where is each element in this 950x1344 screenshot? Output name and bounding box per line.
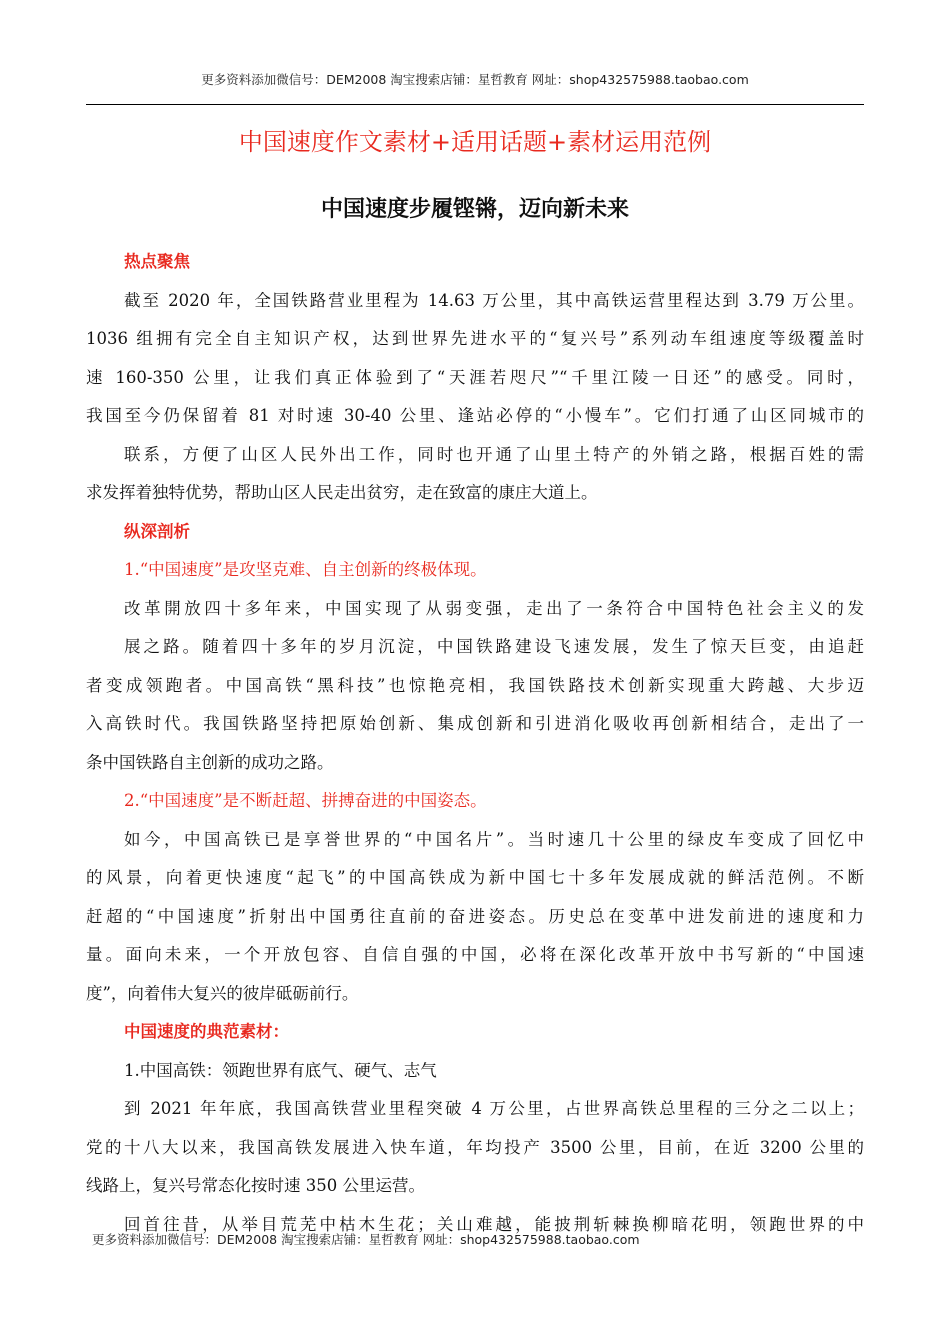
header-divider (86, 104, 864, 105)
analysis-point-2-title: 2.“中国速度”是不断赶超、拼搏奋进的中国姿态。 (124, 791, 487, 810)
material-item-1-title: 1.中国高铁：领跑世界有底气、硬气、志气 (124, 1060, 437, 1080)
paragraph-line: 1036 组拥有完全自主知识产权，达到世界先进水平的“复兴号”系列动车组速度等级覆盖时 (86, 329, 864, 348)
paragraph-line: 度”，向着伟大复兴的彼岸砥砺前行。 (86, 983, 359, 1003)
document-title: 中国速度作文素材+适用话题+素材运用范例 (238, 128, 712, 156)
paragraph-line: 联系，方便了山区人民外出工作，同时也开通了山里土特产的外销之路，根据百姓的需 (124, 444, 864, 464)
paragraph-line: 的风景，向着更快速度“起飞”的中国高铁成为新中国七十多年发展成就的鲜活范例。不断 (86, 868, 864, 887)
paragraph-line: 条中国铁路自主创新的成功之路。 (86, 752, 334, 772)
document-subtitle: 中国速度步履铿锵，迈向新未来 (320, 197, 629, 222)
paragraph-line: 我国至今仍保留着 81 对时速 30-40 公里、逢站必停的“小慢车”。它们打通了山区同城市的 (86, 406, 864, 425)
paragraph-line: 赶超的“中国速度”折射出中国勇往直前的奋进姿态。历史总在变革中进发前进的速度和力 (86, 906, 864, 926)
paragraph-line: 回首往昔，从举目荒芜中枯木生花；关山难越，能披荆斩棘换柳暗花明，领跑世界的中 (124, 1214, 864, 1234)
analysis-point-1-title: 1.“中国速度”是攻坚克难、自主创新的终极体现。 (124, 560, 487, 579)
paragraph-line: 量。面向未来，一个开放包容、自信自强的中国，必将在深化改革开放中书写新的“中国速 (86, 945, 864, 964)
paragraph-line: 党的十八大以来，我国高铁发展进入快车道，年均投产 3500 公里，目前，在近 3200 公里的 (86, 1137, 864, 1157)
paragraph-line: 者变成领跑者。中国高铁“黑科技”也惊艳亮相，我国铁路技术创新实现重大跨越、大步迈 (86, 675, 864, 695)
section-heading-analysis: 纵深剖析 (124, 521, 190, 541)
paragraph-line: 到 2021 年年底，我国高铁营业里程突破 4 万公里，占世界高铁总里程的三分之二以上； (124, 1099, 864, 1118)
paragraph-line: 入高铁时代。我国铁路坚持把原始创新、集成创新和引进消化吸收再创新相结合，走出了一 (86, 714, 864, 733)
paragraph-line: 截至 2020 年，全国铁路营业里程为 14.63 万公里，其中高铁运营里程达到 3.79 万公里。 (124, 290, 864, 310)
header-note: 更多资料添加微信号：DEM2008 淘宝搜索店铺：星哲教育 网址：shop432575988.taobao.com (201, 72, 749, 87)
paragraph-line: 展之路。随着四十多年的岁月沉淀，中国铁路建设飞速发展，发生了惊天巨变，由追赶 (124, 637, 864, 656)
document-body (86, 243, 864, 1244)
paragraph-line: 改革開放四十多年来，中国实现了从弱变强，走出了一条符合中国特色社会主义的发 (124, 598, 864, 618)
section-heading-materials: 中国速度的典范素材： (124, 1022, 289, 1041)
paragraph-line: 求发挥着独特优势，帮助山区人民走出贫穷，走在致富的康庄大道上。 (86, 483, 598, 502)
paragraph-line: 线路上，复兴号常态化按时速 350 公里运营。 (86, 1176, 425, 1195)
paragraph-line: 如今，中国高铁已是享誉世界的“中国名片”。当时速几十公里的绿皮车变成了回忆中 (124, 829, 864, 849)
section-heading-hot-focus: 热点聚焦 (124, 252, 190, 271)
footer-note: 更多资料添加微信号：DEM2008 淘宝搜索店铺：星哲教育 网址：shop432575988.taobao.com (92, 1232, 640, 1247)
paragraph-line: 速 160-350 公里，让我们真正体验到了“天涯若咫尺”“千里江陵一日还”的感受。同时， (86, 367, 864, 387)
